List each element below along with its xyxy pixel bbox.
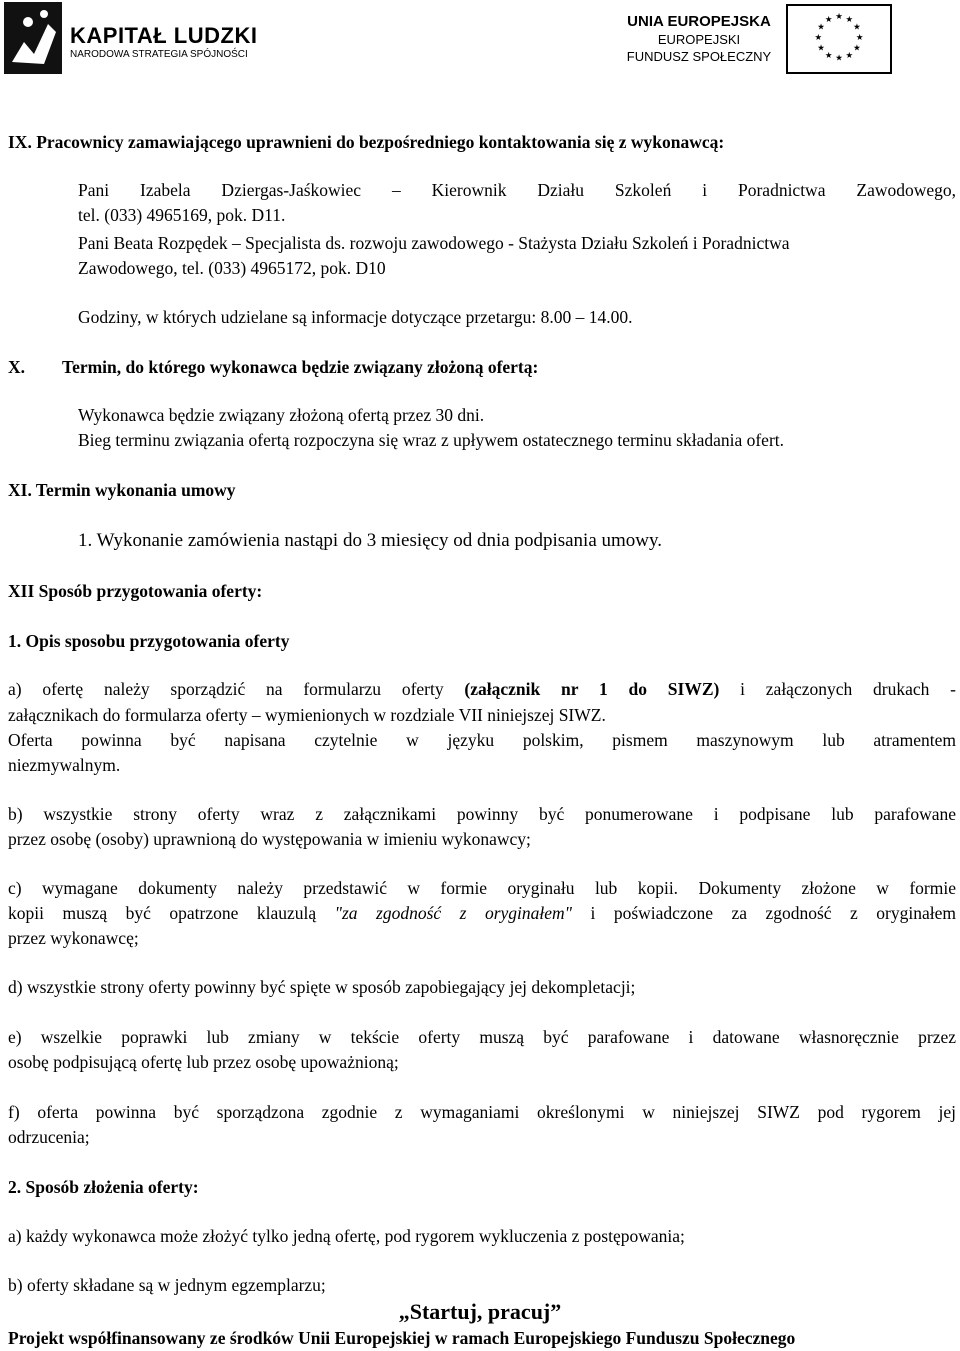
svg-text:★: ★ bbox=[853, 42, 861, 53]
section-11-item1: 1. Wykonanie zamówienia nastąpi do 3 miesięcy od dnia podpisania umowy. bbox=[78, 530, 663, 551]
attachment-reference: (załącznik nr 1 do SIWZ) bbox=[464, 679, 720, 699]
section-12-heading: XII Sposób przygotowania oferty: bbox=[8, 581, 263, 601]
footer-funding: Projekt współfinansowany ze środków Unii Europejskiej w ramach Europejskiego Funduszu Społecznego bbox=[8, 1328, 796, 1348]
kapital-ludzki-title: KAPITAŁ LUDZKI bbox=[70, 23, 258, 48]
section-10-number: X. bbox=[8, 357, 26, 377]
kapital-ludzki-logo bbox=[4, 2, 258, 74]
conformity-clause: "za zgodność z oryginałem" bbox=[334, 903, 573, 923]
point-b-line2: przez osobę (osoby) uprawnioną do występowania w imieniu wykonawcy; bbox=[8, 829, 531, 849]
point-b-line1: b) wszystkie strony oferty wraz z załącznikami powinny być ponumerowane i podpisane lub parafowane bbox=[8, 804, 956, 824]
svg-text:★: ★ bbox=[845, 14, 854, 25]
kapital-ludzki-emblem-icon bbox=[4, 2, 62, 74]
section-9-contact2-line2: Zawodowego, tel. (033) 4965172, pok. D10 bbox=[78, 258, 386, 278]
point-c-line2 bbox=[8, 901, 956, 926]
point-c-text-end: i poświadczone za zgodność z oryginałem bbox=[590, 903, 957, 923]
svg-text:★: ★ bbox=[824, 49, 833, 60]
point-a-line1 bbox=[8, 677, 956, 702]
point-a-text-end: i załączonych drukach - bbox=[740, 679, 957, 699]
eu-logo-line1: UNIA EUROPEJSKA bbox=[627, 13, 771, 30]
eu-logo-line3: FUNDUSZ SPOŁECZNY bbox=[626, 49, 772, 64]
section-9-heading: IX. Pracownicy zamawiającego uprawnieni do bezpośredniego kontaktowania się z wykonawcą: bbox=[8, 132, 725, 152]
point-e-line1: e) wszelkie poprawki lub zmiany w tekście oferty muszą być parafowane i datowane własnoręcznie przez bbox=[8, 1027, 956, 1047]
submission-point-a: a) każdy wykonawca może złożyć tylko jedną ofertę, pod rygorem wykluczenia z postępowania; bbox=[8, 1226, 685, 1246]
footer-slogan: „Startuj, pracuj” bbox=[398, 1299, 562, 1324]
point-e-line2: osobę podpisującą ofertę lub przez osobę upoważnioną; bbox=[8, 1052, 399, 1072]
svg-text:★: ★ bbox=[845, 49, 854, 60]
point-a-text: a) ofertę należy sporządzić na formularzu oferty bbox=[8, 679, 444, 699]
point-a-line2: załącznikach do formularza oferty – wymienionych w rozdziale VII niniejszej SIWZ. bbox=[8, 705, 606, 725]
point-d-line1: d) wszystkie strony oferty powinny być spięte w sposób zapobiegający jej dekompletacji; bbox=[8, 977, 636, 997]
svg-text:★: ★ bbox=[855, 31, 864, 42]
point-c-text: kopii muszą być opatrzone klauzulą bbox=[8, 903, 317, 923]
submission-point-b: b) oferty składane są w jednym egzemplarzu; bbox=[8, 1275, 326, 1295]
svg-text:★: ★ bbox=[835, 11, 843, 22]
section-12-subheading-2: 2. Sposób złożenia oferty: bbox=[8, 1177, 199, 1197]
section-10-heading: Termin, do którego wykonawca będzie związany złożoną ofertą: bbox=[62, 357, 539, 377]
point-c-line1: c) wymagane dokumenty należy przedstawić w formie oryginału lub kopii. Dokumenty złożone w formie bbox=[8, 878, 956, 898]
section-9-contact1-line1: Pani Izabela Dziergas-Jaśkowiec – Kierownik Działu Szkoleń i Poradnictwa Zawodowego, bbox=[78, 180, 956, 200]
point-f-line2: odrzucenia; bbox=[8, 1127, 90, 1147]
section-10-line1: Wykonawca będzie związany złożoną ofertą przez 30 dni. bbox=[78, 405, 485, 425]
kapital-ludzki-subtitle: NARODOWA STRATEGIA SPÓJNOŚCI bbox=[70, 49, 248, 60]
eu-flag-icon bbox=[786, 4, 892, 74]
svg-text:★: ★ bbox=[853, 21, 861, 32]
section-9-contact2-line1: Pani Beata Rozpędek – Specjalista ds. rozwoju zawodowego - Stażysta Działu Szkoleń i Poradnictwa bbox=[78, 233, 790, 253]
svg-text:★: ★ bbox=[814, 31, 823, 42]
eu-logo bbox=[620, 4, 956, 76]
section-10-line2: Bieg terminu związania ofertą rozpoczyna się wraz z upływem ostatecznego terminu składania ofert. bbox=[78, 430, 785, 450]
svg-text:★: ★ bbox=[817, 42, 825, 53]
point-c-line3: przez wykonawcę; bbox=[8, 928, 139, 948]
point-f-line1: f) oferta powinna być sporządzona zgodnie z wymaganiami określonymi w niniejszej SIWZ pod rygorem jej bbox=[8, 1102, 956, 1122]
point-a-line3: Oferta powinna być napisana czytelnie w języku polskim, pismem maszynowym lub atramentem bbox=[8, 730, 956, 750]
section-9-hours: Godziny, w których udzielane są informacje dotyczące przetargu: 8.00 – 14.00. bbox=[78, 307, 633, 327]
point-a-line4: niezmywalnym. bbox=[8, 755, 121, 775]
section-11-heading: XI. Termin wykonania umowy bbox=[8, 480, 236, 500]
svg-text:★: ★ bbox=[817, 21, 825, 32]
svg-text:★: ★ bbox=[824, 14, 833, 25]
section-9-contact1-line2: tel. (033) 4965169, pok. D11. bbox=[78, 205, 286, 225]
svg-text:★: ★ bbox=[835, 52, 843, 63]
eu-logo-line2: EUROPEJSKI bbox=[657, 32, 741, 47]
section-12-subheading-1: 1. Opis sposobu przygotowania oferty bbox=[8, 631, 290, 651]
